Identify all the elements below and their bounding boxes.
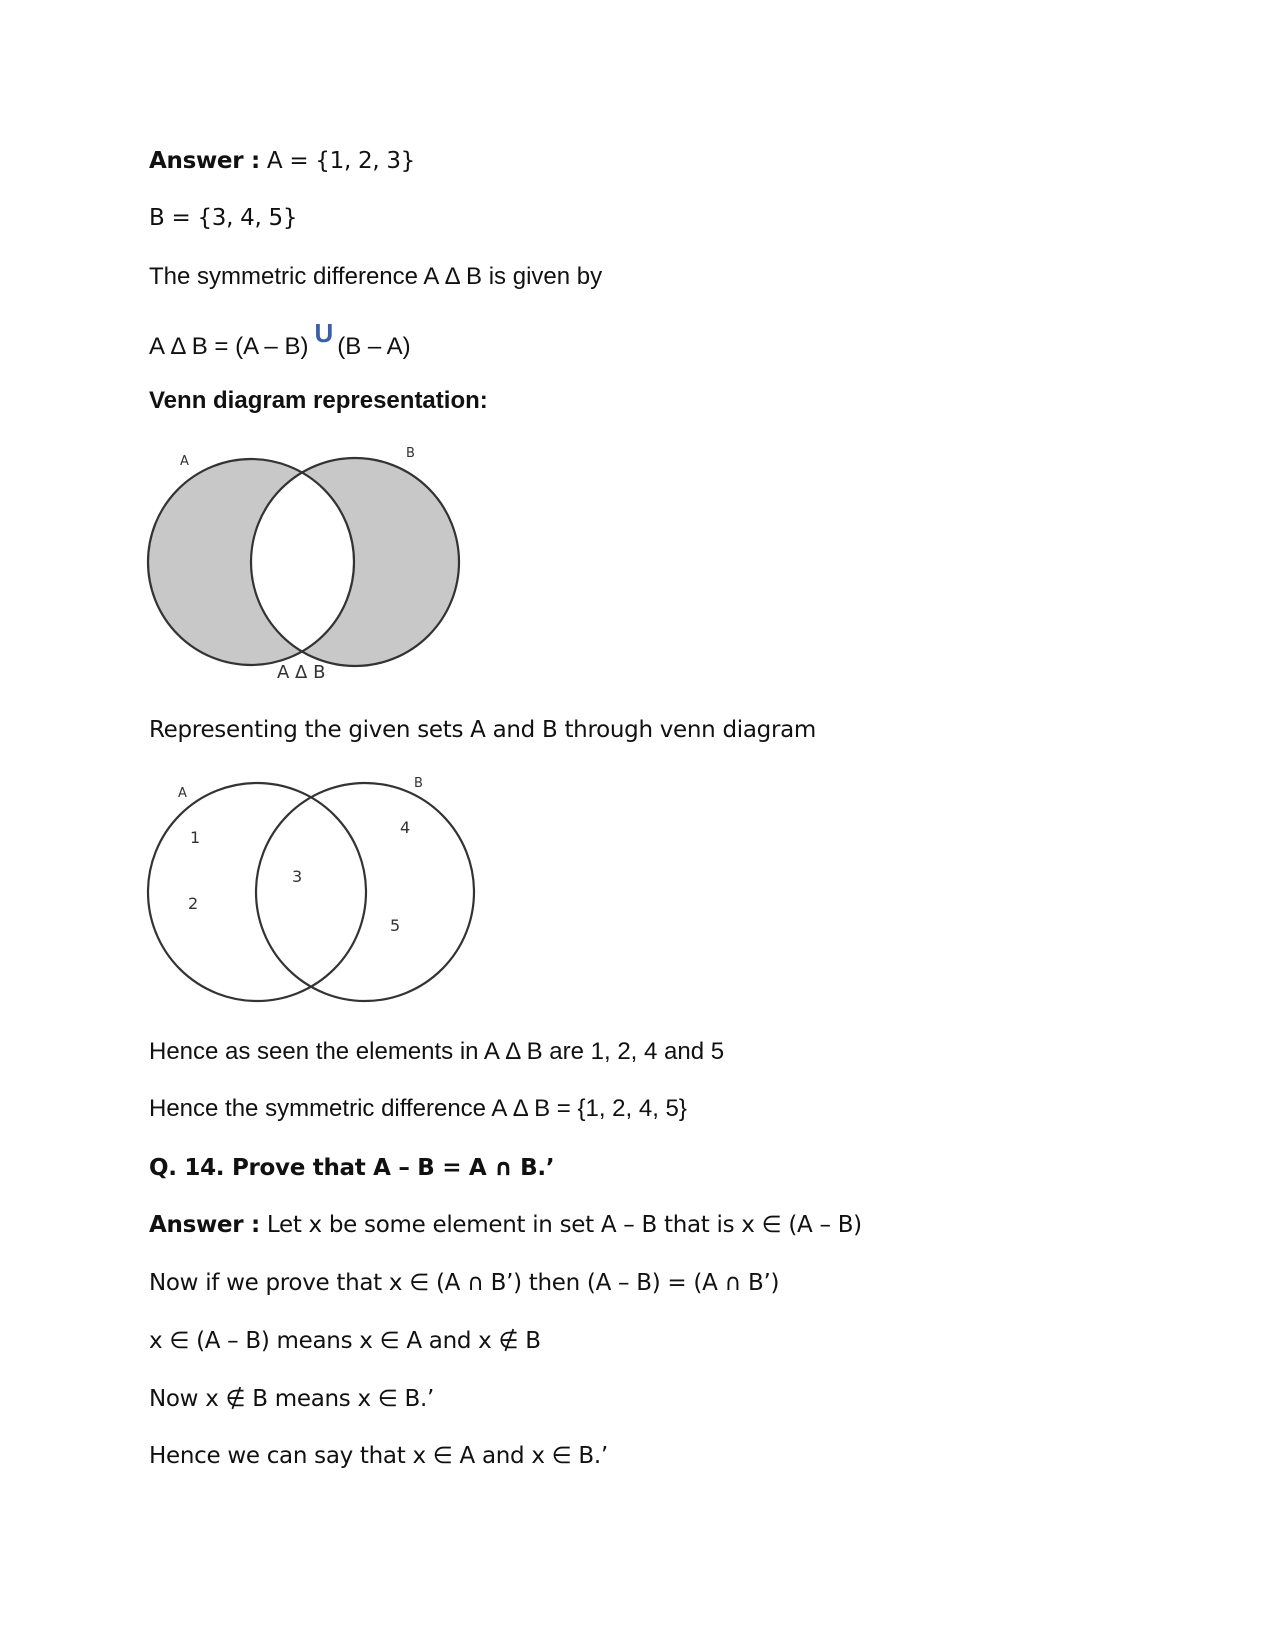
venn-representation-text: Representing the given sets A and B through venn diagram: [149, 717, 817, 743]
venn2-element-1: 1: [190, 828, 201, 847]
venn2-element-5: 5: [390, 916, 401, 935]
symmetric-difference-result: Hence the symmetric difference A Δ B = {1, 2, 4, 5}: [149, 1095, 687, 1122]
answer-label: Answer :: [149, 148, 260, 174]
formula-left: A Δ B = (A – B): [149, 333, 309, 360]
answer-label-2: Answer :: [149, 1212, 260, 1238]
set-a-definition: A = {1, 2, 3}: [259, 148, 416, 174]
venn-diagram-sets-elements: [148, 775, 483, 1005]
venn1-label-a: A: [180, 454, 189, 469]
proof-step-3: Now x ∉ B means x ∈ B.’: [149, 1386, 435, 1412]
venn2-element-3: 3: [292, 867, 303, 886]
symmetric-difference-formula: [149, 318, 411, 362]
symmetric-difference-intro: The symmetric difference A Δ B is given by: [149, 263, 603, 290]
proof-step-2: x ∈ (A – B) means x ∈ A and x ∉ B: [149, 1328, 541, 1354]
union-symbol: U: [314, 318, 334, 348]
venn1-label-b: B: [406, 446, 415, 461]
proof-step-4: Hence we can say that x ∈ A and x ∈ B.’: [149, 1443, 608, 1469]
formula-right: (B – A): [337, 333, 411, 360]
elements-conclusion: Hence as seen the elements in A Δ B are 1, 2, 4 and 5: [149, 1038, 725, 1065]
venn2-element-2: 2: [188, 894, 199, 913]
question-14: Q. 14. Prove that A – B = A ∩ B.’: [149, 1155, 555, 1181]
venn-heading: Venn diagram representation:: [149, 387, 488, 414]
answer-line-1: [149, 146, 415, 176]
venn1-caption: A Δ B: [277, 662, 326, 683]
proof-step-1: Now if we prove that x ∈ (A ∩ B’) then (A – B) = (A ∩ B’): [149, 1270, 780, 1296]
venn2-label-b: B: [414, 776, 423, 791]
venn2-element-4: 4: [400, 818, 411, 837]
venn2-label-a: A: [178, 786, 187, 801]
answer-2-text: Let x be some element in set A – B that is x ∈ (A – B): [259, 1212, 862, 1238]
set-b-definition: B = {3, 4, 5}: [149, 205, 298, 231]
venn-diagram-symmetric-difference: [148, 445, 473, 690]
answer-line-2: [149, 1210, 862, 1240]
